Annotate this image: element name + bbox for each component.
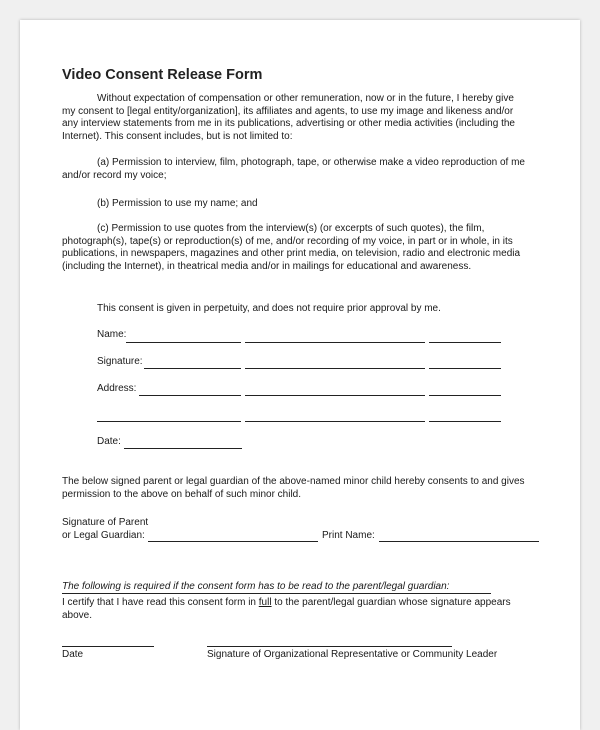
page-title: Video Consent Release Form [62,67,263,83]
footer-rep-label: Signature of Organizational Representative or Community Leader [207,649,498,660]
footer-date-label: Date [62,649,84,660]
signature-line-2[interactable] [245,368,425,369]
date-line[interactable] [124,448,242,449]
address-line-1a[interactable] [139,395,241,396]
name-label: Name: [97,329,127,340]
signature-label: Signature: [97,356,143,367]
name-line-3[interactable] [429,342,501,343]
signature-line-3[interactable] [429,368,501,369]
guardian-statement-line-2: permission to the above on behalf of such minor child. [62,488,302,500]
clause-b: (b) Permission to use my name; and [97,198,258,209]
intro-line-1: Without expectation of compensation or other remuneration, now or in the future, I hereby give [97,93,514,104]
clause-c-line-1: (c) Permission to use quotes from the interview(s) (or excerpts of such quotes), the film, [97,223,485,234]
address-line-1b[interactable] [245,395,425,396]
print-name-line[interactable] [379,541,539,542]
clause-c-line-4: (including the Internet), in theatrical media and/or in mailings for educational and awareness. [62,260,472,272]
clause-a-line-2: and/or record my voice; [62,169,167,181]
clause-a-line-1: (a) Permission to interview, film, photograph, tape, or otherwise make a video reproduction of me [97,157,525,168]
intro-line-2: my consent to [legal entity/organization], its affiliates and agents, to use my image and likeness and/or [62,105,514,117]
address-line-2c[interactable] [429,421,501,422]
print-name-label: Print Name: [322,530,375,541]
read-section-heading: The following is required if the consent form has to be read to the parent/legal guardian: [62,581,491,594]
address-line-2b[interactable] [245,421,425,422]
guardian-signature-line[interactable] [148,541,318,542]
guardian-statement-line-1: The below signed parent or legal guardian of the above-named minor child hereby consents to and gives [62,476,525,487]
address-line-1c[interactable] [429,395,501,396]
document-page [20,20,580,730]
perpetuity-statement: This consent is given in perpetuity, and does not require prior approval by me. [97,303,441,314]
guardian-signature-label-2: or Legal Guardian: [62,529,145,541]
address-line-2a[interactable] [97,421,241,422]
clause-c-line-2: photograph(s), tape(s) or reproduction(s) of me, and/or recording of my voice, in part or in whole, in its [62,235,513,247]
read-section-line-1: I certify that I have read this consent form in full to the parent/legal guardian whose signature appears [62,597,511,608]
full-underlined: full [258,597,272,608]
footer-date-line[interactable] [62,646,154,647]
name-line-2[interactable] [245,342,425,343]
signature-line-1[interactable] [144,368,241,369]
address-label: Address: [97,383,137,394]
clause-c-line-3: publications, in newspapers, magazines and other print media, on television, radio and electronic media [62,248,521,259]
guardian-signature-label-1: Signature of Parent [62,517,149,528]
intro-line-4: Internet). This consent includes, but is not limited to: [62,130,293,142]
intro-line-3: any interview statements from me in its publications, advertising or other media activities (including the [62,118,515,129]
name-line-1[interactable] [126,342,241,343]
footer-rep-line[interactable] [207,646,452,647]
date-label: Date: [97,436,121,447]
read-section-line-2: above. [62,609,93,621]
